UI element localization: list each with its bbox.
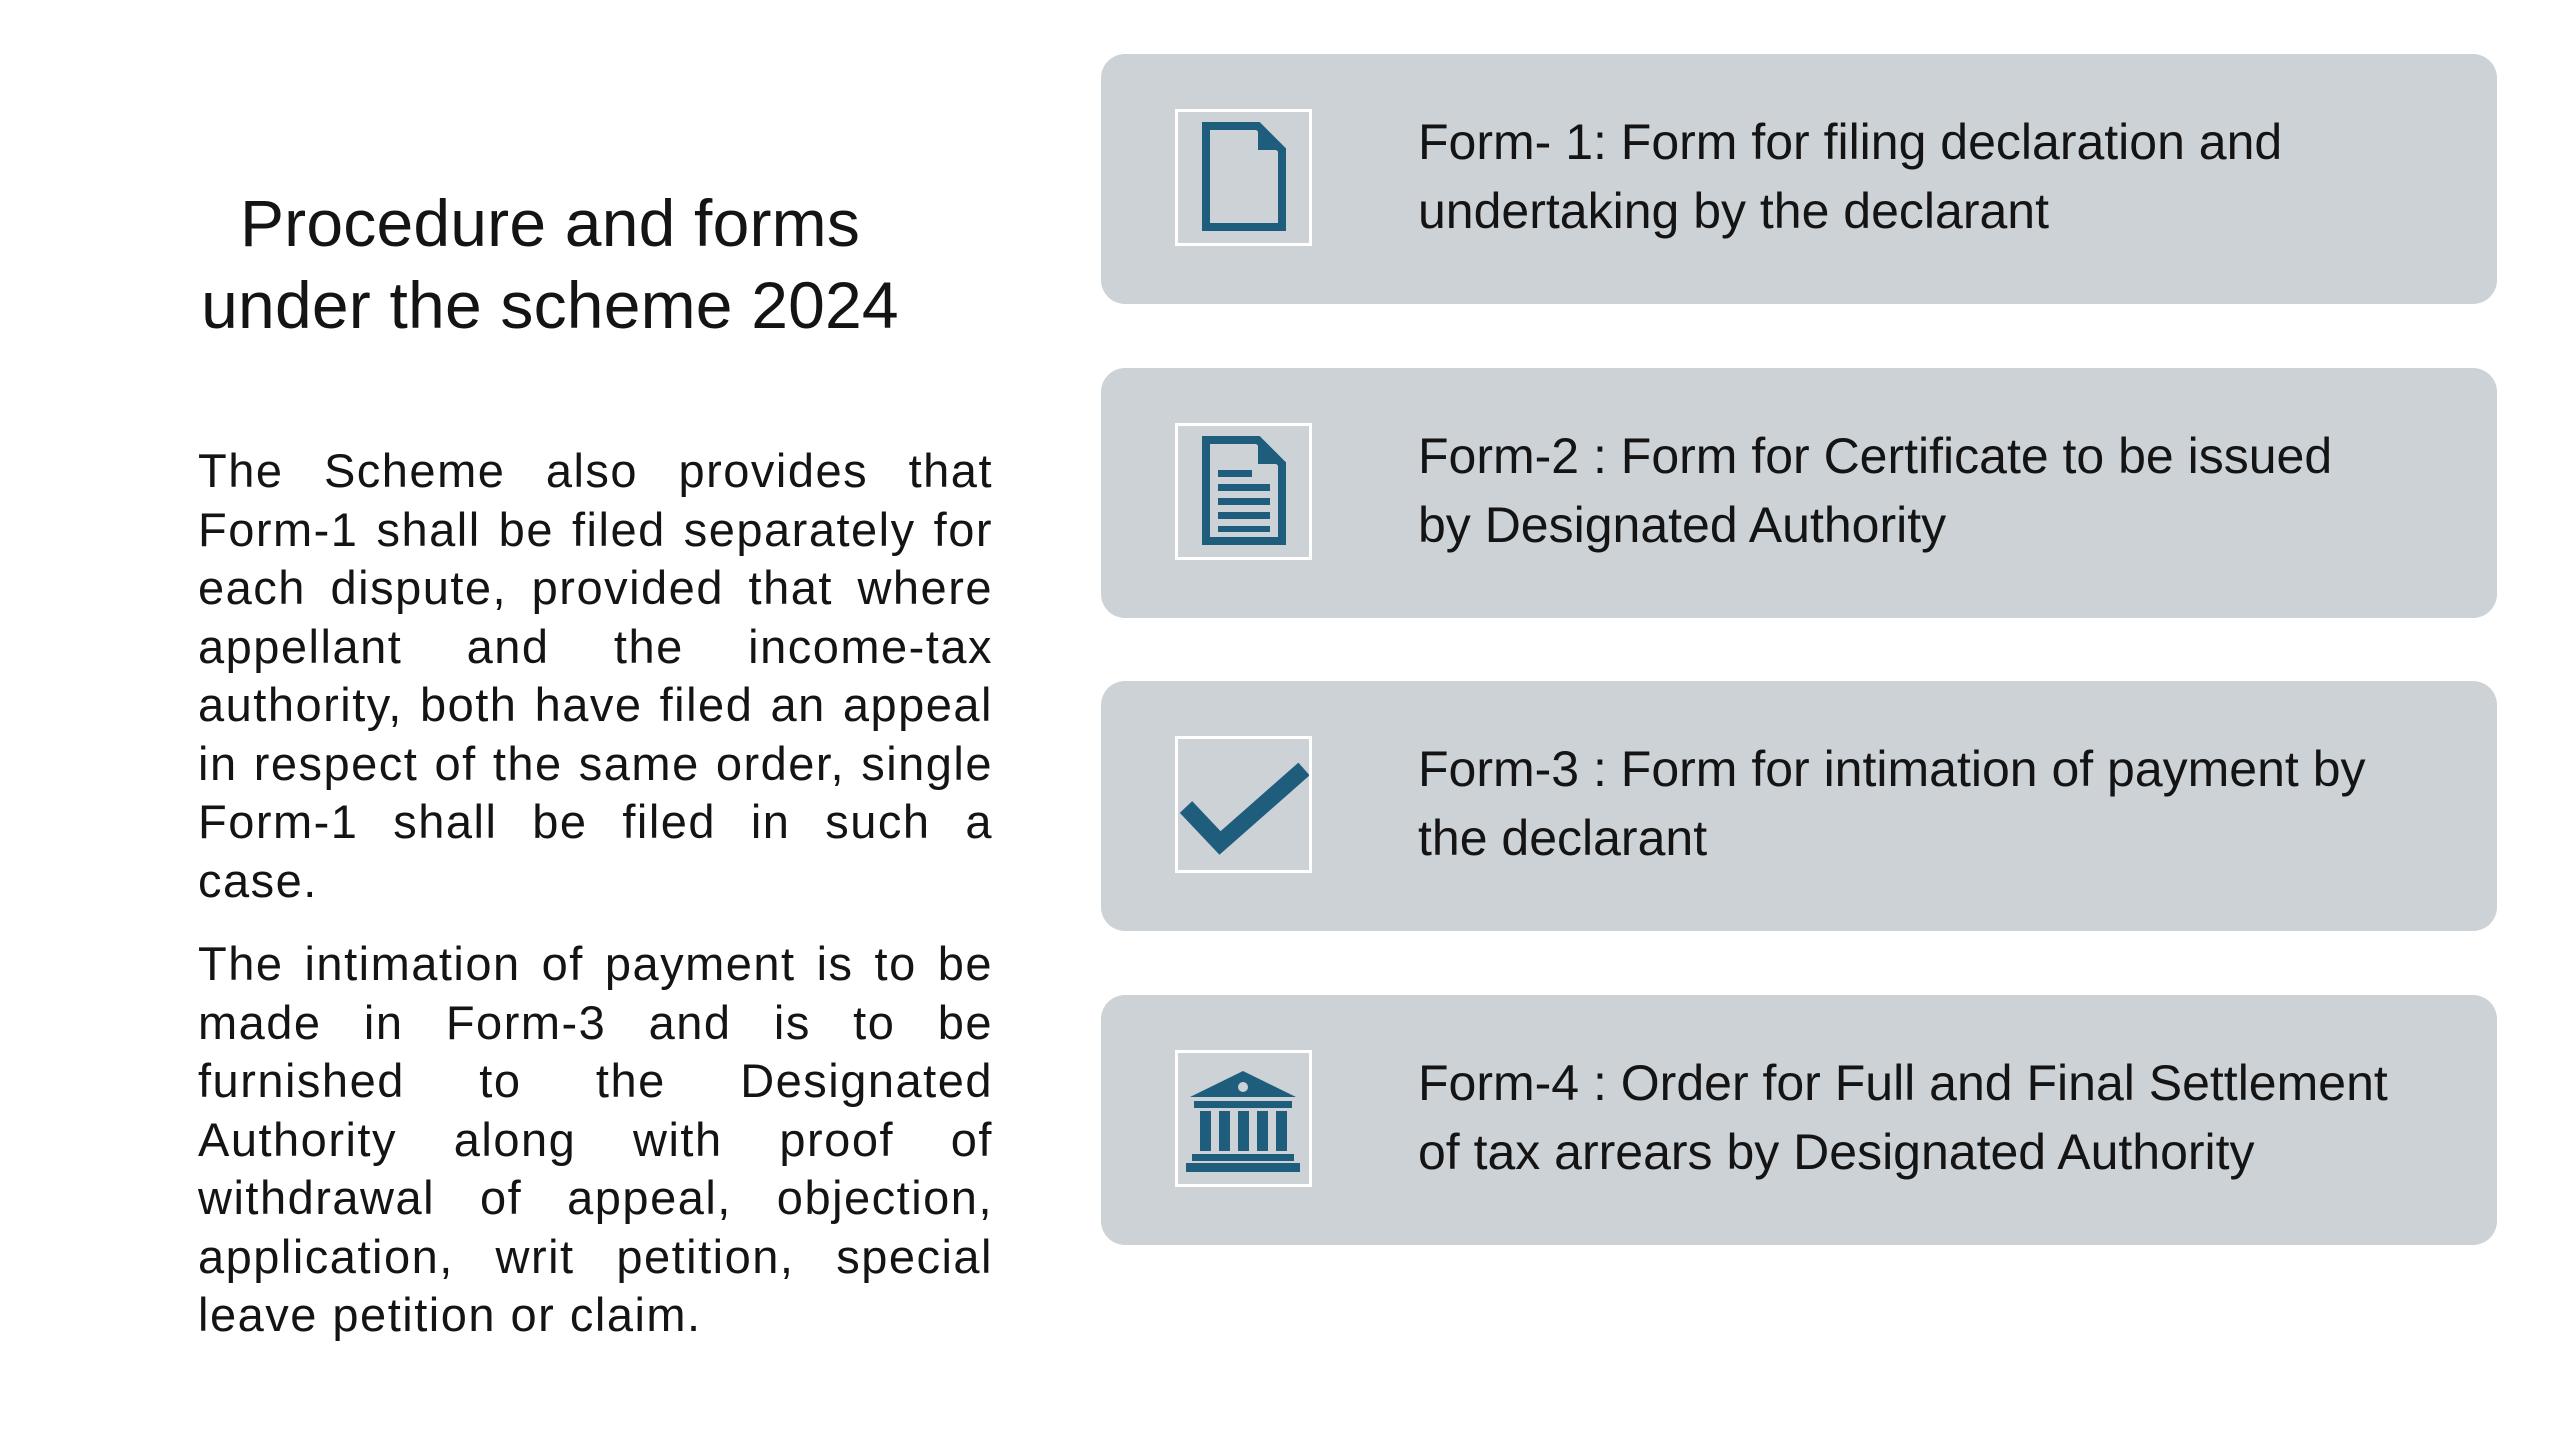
form-2-line-2: by Designated Authority [1418, 497, 1947, 553]
form-1-card [1101, 54, 2497, 304]
form-3-line-2: the declarant [1418, 810, 1708, 866]
page-title-line-2: under the scheme 2024 [201, 268, 899, 343]
form-3-icon-box [1175, 736, 1312, 873]
payment-paragraph: The intimation of payment is to be made in Form-3 and is to be furnished to the Designated Authority along with proof of withdrawal of appeal, objection, application, writ petition, special leave petition or claim. [198, 937, 993, 1341]
form-1-line-1: Form- 1: Form for filing declaration and [1418, 114, 2283, 170]
form-2-text [1418, 422, 2478, 560]
document-lines-icon [1178, 426, 1309, 557]
form-2-line-1: Form-2 : Form for Certificate to be issued [1418, 428, 2333, 484]
form-3-line-1: Form-3 : Form for intimation of payment by [1418, 741, 2366, 797]
form-4-text [1418, 1049, 2478, 1187]
form-4-icon-box [1175, 1050, 1312, 1187]
document-icon [1178, 112, 1309, 243]
form-4-line-1: Form-4 : Order for Full and Final Settlement [1418, 1055, 2388, 1111]
form-3-card [1101, 681, 2497, 931]
checkmark-icon [1178, 739, 1309, 870]
form-2-icon-box [1175, 423, 1312, 560]
page-title-line-1: Procedure and forms [239, 186, 861, 261]
form-3-text [1418, 735, 2478, 873]
form-4-card [1101, 995, 2497, 1245]
form-1-line-2: undertaking by the declarant [1418, 183, 2049, 239]
form-4-line-2: of tax arrears by Designated Authority [1418, 1124, 2255, 1180]
bank-building-icon [1178, 1053, 1309, 1184]
form-1-text [1418, 108, 2478, 246]
form-2-card [1101, 368, 2497, 618]
form-1-icon-box [1175, 109, 1312, 246]
scheme-paragraph: The Scheme also provides that Form-1 shall be filed separately for each dispute, provided that where appellant and the income-tax authority, both have filed an appeal in respect of the same order, single Form-1 shall be filed in such a case. [198, 444, 993, 907]
page-title [140, 182, 960, 346]
